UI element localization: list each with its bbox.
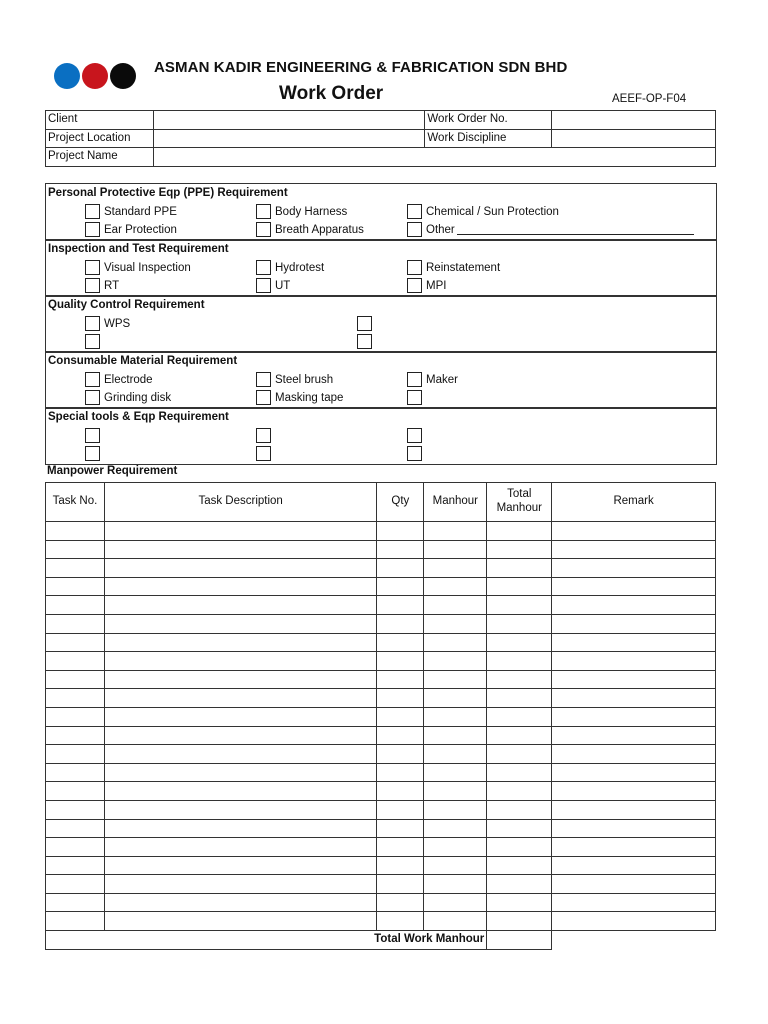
checkbox-tools-blank-5[interactable] bbox=[256, 446, 275, 461]
inspection-section bbox=[45, 239, 717, 297]
project-name-label: Project Name bbox=[46, 148, 154, 167]
task-no-cell[interactable] bbox=[46, 838, 105, 857]
qty-cell[interactable] bbox=[377, 893, 424, 912]
checkbox-ear-protection[interactable] bbox=[85, 222, 177, 237]
checkbox-masking-tape[interactable] bbox=[256, 390, 343, 405]
checkbox-tools-blank-4[interactable] bbox=[85, 446, 104, 461]
task-description-cell[interactable] bbox=[104, 559, 376, 578]
checkbox-icon[interactable] bbox=[85, 372, 100, 387]
table-row bbox=[46, 670, 716, 689]
checkbox-label: Standard PPE bbox=[104, 205, 177, 218]
table-row bbox=[46, 838, 716, 857]
total-manhour-cell[interactable] bbox=[487, 763, 552, 782]
checkbox-icon[interactable] bbox=[85, 446, 100, 461]
qty-cell[interactable] bbox=[377, 782, 424, 801]
special-tools-section-title: Special tools & Eqp Requirement bbox=[48, 411, 229, 423]
total-row-spacer bbox=[552, 931, 716, 950]
form-title: Work Order bbox=[279, 83, 384, 104]
consumable-section-title: Consumable Material Requirement bbox=[48, 355, 238, 367]
checkbox-icon[interactable] bbox=[407, 372, 422, 387]
checkbox-icon[interactable] bbox=[85, 428, 100, 443]
inspection-section-title: Inspection and Test Requirement bbox=[48, 243, 229, 255]
checkbox-electrode[interactable] bbox=[85, 372, 153, 387]
task-description-cell[interactable] bbox=[104, 912, 376, 931]
column-header-manhour: Manhour bbox=[424, 483, 487, 522]
table-row bbox=[46, 763, 716, 782]
remark-cell[interactable] bbox=[552, 689, 716, 708]
task-no-cell[interactable] bbox=[46, 800, 105, 819]
checkbox-icon[interactable] bbox=[407, 278, 422, 293]
task-description-cell[interactable] bbox=[104, 577, 376, 596]
checkbox-tools-blank-6[interactable] bbox=[407, 446, 426, 461]
task-no-cell[interactable] bbox=[46, 670, 105, 689]
checkbox-label: Other bbox=[426, 223, 455, 236]
remark-cell[interactable] bbox=[552, 726, 716, 745]
total-row bbox=[46, 931, 716, 950]
remark-cell[interactable] bbox=[552, 745, 716, 764]
manhour-cell[interactable] bbox=[424, 726, 487, 745]
table-row bbox=[46, 577, 716, 596]
total-manhour-cell[interactable] bbox=[487, 726, 552, 745]
checkbox-label: UT bbox=[275, 279, 291, 292]
ppe-section-title: Personal Protective Eqp (PPE) Requirement bbox=[48, 187, 288, 199]
manpower-table-body bbox=[46, 522, 716, 931]
remark-cell[interactable] bbox=[552, 782, 716, 801]
total-manhour-cell[interactable] bbox=[487, 614, 552, 633]
task-description-cell[interactable] bbox=[104, 875, 376, 894]
remark-cell[interactable] bbox=[552, 875, 716, 894]
task-no-cell[interactable] bbox=[46, 559, 105, 578]
remark-cell[interactable] bbox=[552, 838, 716, 857]
checkbox-icon[interactable] bbox=[85, 316, 100, 331]
task-no-cell[interactable] bbox=[46, 819, 105, 838]
work-order-no-label: Work Order No. bbox=[425, 111, 552, 130]
checkbox-icon[interactable] bbox=[256, 278, 271, 293]
task-description-cell[interactable] bbox=[104, 726, 376, 745]
table-row bbox=[46, 596, 716, 615]
table-row bbox=[46, 522, 716, 541]
quality-control-section bbox=[45, 295, 717, 353]
checkbox-icon[interactable] bbox=[256, 390, 271, 405]
qty-cell[interactable] bbox=[377, 912, 424, 931]
total-work-manhour-field[interactable] bbox=[487, 931, 552, 950]
table-row bbox=[46, 689, 716, 708]
remark-cell[interactable] bbox=[552, 540, 716, 559]
table-row bbox=[46, 856, 716, 875]
checkbox-icon[interactable] bbox=[85, 334, 100, 349]
checkbox-icon[interactable] bbox=[357, 334, 372, 349]
checkbox-tools-blank-3[interactable] bbox=[407, 428, 426, 443]
total-manhour-cell[interactable] bbox=[487, 782, 552, 801]
remark-cell[interactable] bbox=[552, 522, 716, 541]
client-label: Client bbox=[46, 111, 154, 130]
task-description-cell[interactable] bbox=[104, 707, 376, 726]
task-description-cell[interactable] bbox=[104, 540, 376, 559]
qty-cell[interactable] bbox=[377, 763, 424, 782]
checkbox-icon[interactable] bbox=[407, 446, 422, 461]
checkbox-icon[interactable] bbox=[256, 222, 271, 237]
remark-cell[interactable] bbox=[552, 893, 716, 912]
column-header-qty: Qty bbox=[377, 483, 424, 522]
task-no-cell[interactable] bbox=[46, 540, 105, 559]
remark-cell[interactable] bbox=[552, 652, 716, 671]
checkbox-standard-ppe[interactable] bbox=[85, 204, 177, 219]
project-location-label: Project Location bbox=[46, 129, 154, 148]
table-row bbox=[46, 912, 716, 931]
checkbox-label: Reinstatement bbox=[426, 261, 501, 274]
table-row bbox=[46, 782, 716, 801]
remark-cell[interactable] bbox=[552, 614, 716, 633]
total-manhour-cell[interactable] bbox=[487, 596, 552, 615]
logo-black-circle bbox=[110, 63, 136, 89]
manhour-cell[interactable] bbox=[424, 540, 487, 559]
checkbox-icon[interactable] bbox=[407, 222, 422, 237]
task-description-cell[interactable] bbox=[104, 782, 376, 801]
total-work-manhour-label: Total Work Manhour bbox=[46, 931, 487, 950]
manpower-table bbox=[45, 482, 716, 950]
remark-cell[interactable] bbox=[552, 800, 716, 819]
task-description-cell[interactable] bbox=[104, 745, 376, 764]
table-row bbox=[46, 614, 716, 633]
manhour-cell[interactable] bbox=[424, 819, 487, 838]
manhour-cell[interactable] bbox=[424, 559, 487, 578]
qty-cell[interactable] bbox=[377, 838, 424, 857]
checkbox-icon[interactable] bbox=[256, 446, 271, 461]
manhour-cell[interactable] bbox=[424, 782, 487, 801]
qty-cell[interactable] bbox=[377, 726, 424, 745]
checkbox-label: Electrode bbox=[104, 373, 153, 386]
document-code: AEEF-OP-F04 bbox=[612, 93, 687, 105]
table-row bbox=[46, 652, 716, 671]
column-header-remark: Remark bbox=[552, 483, 716, 522]
qty-cell[interactable] bbox=[377, 559, 424, 578]
checkbox-label: MPI bbox=[426, 279, 447, 292]
checkbox-icon[interactable] bbox=[407, 204, 422, 219]
table-row bbox=[46, 800, 716, 819]
checkbox-qc-blank-3[interactable] bbox=[357, 334, 376, 349]
checkbox-icon[interactable] bbox=[85, 204, 100, 219]
checkbox-icon[interactable] bbox=[357, 316, 372, 331]
checkbox-mpi[interactable] bbox=[407, 278, 446, 293]
checkbox-icon[interactable] bbox=[407, 260, 422, 275]
checkbox-label: Body Harness bbox=[275, 205, 348, 218]
checkbox-icon[interactable] bbox=[85, 222, 100, 237]
task-description-cell[interactable] bbox=[104, 763, 376, 782]
manhour-cell[interactable] bbox=[424, 838, 487, 857]
manhour-cell[interactable] bbox=[424, 707, 487, 726]
total-manhour-cell[interactable] bbox=[487, 707, 552, 726]
task-no-cell[interactable] bbox=[46, 875, 105, 894]
manhour-cell[interactable] bbox=[424, 875, 487, 894]
total-manhour-cell[interactable] bbox=[487, 633, 552, 652]
checkbox-label: Maker bbox=[426, 373, 458, 386]
task-no-cell[interactable] bbox=[46, 893, 105, 912]
quality-control-section-title: Quality Control Requirement bbox=[48, 299, 205, 311]
table-row bbox=[46, 745, 716, 764]
remark-cell[interactable] bbox=[552, 819, 716, 838]
total-manhour-cell[interactable] bbox=[487, 800, 552, 819]
qty-cell[interactable] bbox=[377, 540, 424, 559]
work-order-info-table bbox=[45, 110, 716, 167]
manhour-cell[interactable] bbox=[424, 745, 487, 764]
task-description-cell[interactable] bbox=[104, 689, 376, 708]
task-no-cell[interactable] bbox=[46, 614, 105, 633]
checkbox-icon[interactable] bbox=[407, 390, 422, 405]
checkbox-tools-blank-1[interactable] bbox=[85, 428, 104, 443]
total-manhour-cell[interactable] bbox=[487, 577, 552, 596]
checkbox-label: Ear Protection bbox=[104, 223, 177, 236]
checkbox-icon[interactable] bbox=[256, 260, 271, 275]
company-name: ASMAN KADIR ENGINEERING & FABRICATION SDN BHD bbox=[154, 59, 568, 76]
total-manhour-cell[interactable] bbox=[487, 670, 552, 689]
table-row bbox=[46, 893, 716, 912]
task-description-cell[interactable] bbox=[104, 596, 376, 615]
total-manhour-cell[interactable] bbox=[487, 745, 552, 764]
remark-cell[interactable] bbox=[552, 856, 716, 875]
task-no-cell[interactable] bbox=[46, 912, 105, 931]
task-no-cell[interactable] bbox=[46, 522, 105, 541]
qty-cell[interactable] bbox=[377, 670, 424, 689]
qty-cell[interactable] bbox=[377, 819, 424, 838]
checkbox-qc-blank-2[interactable] bbox=[85, 334, 104, 349]
checkbox-rt[interactable] bbox=[85, 278, 119, 293]
qty-cell[interactable] bbox=[377, 577, 424, 596]
table-row bbox=[46, 819, 716, 838]
column-header-total-manhour bbox=[487, 483, 552, 522]
table-row bbox=[46, 875, 716, 894]
qty-cell[interactable] bbox=[377, 689, 424, 708]
task-no-cell[interactable] bbox=[46, 689, 105, 708]
total-manhour-header-text: Total Manhour bbox=[496, 488, 542, 514]
task-no-cell[interactable] bbox=[46, 726, 105, 745]
project-name-field[interactable] bbox=[153, 148, 715, 167]
manhour-cell[interactable] bbox=[424, 689, 487, 708]
checkbox-qc-blank-1[interactable] bbox=[357, 316, 376, 331]
consumable-section bbox=[45, 351, 717, 409]
total-manhour-cell[interactable] bbox=[487, 540, 552, 559]
table-row bbox=[46, 707, 716, 726]
qty-cell[interactable] bbox=[377, 745, 424, 764]
manhour-cell[interactable] bbox=[424, 800, 487, 819]
total-manhour-cell[interactable] bbox=[487, 838, 552, 857]
task-description-cell[interactable] bbox=[104, 838, 376, 857]
table-row bbox=[46, 540, 716, 559]
checkbox-ut[interactable] bbox=[256, 278, 290, 293]
remark-cell[interactable] bbox=[552, 577, 716, 596]
other-specify-line[interactable] bbox=[457, 224, 694, 235]
checkbox-icon[interactable] bbox=[256, 428, 271, 443]
work-discipline-field[interactable] bbox=[552, 129, 716, 148]
remark-cell[interactable] bbox=[552, 763, 716, 782]
table-row bbox=[46, 726, 716, 745]
qty-cell[interactable] bbox=[377, 800, 424, 819]
remark-cell[interactable] bbox=[552, 633, 716, 652]
task-description-cell[interactable] bbox=[104, 614, 376, 633]
task-description-cell[interactable] bbox=[104, 522, 376, 541]
manhour-cell[interactable] bbox=[424, 633, 487, 652]
task-no-cell[interactable] bbox=[46, 577, 105, 596]
total-manhour-cell[interactable] bbox=[487, 912, 552, 931]
total-manhour-cell[interactable] bbox=[487, 559, 552, 578]
qty-cell[interactable] bbox=[377, 614, 424, 633]
checkbox-icon[interactable] bbox=[85, 260, 100, 275]
qty-cell[interactable] bbox=[377, 522, 424, 541]
remark-cell[interactable] bbox=[552, 707, 716, 726]
qty-cell[interactable] bbox=[377, 707, 424, 726]
qty-cell[interactable] bbox=[377, 875, 424, 894]
manhour-cell[interactable] bbox=[424, 856, 487, 875]
qty-cell[interactable] bbox=[377, 596, 424, 615]
special-tools-section bbox=[45, 407, 717, 465]
manhour-cell[interactable] bbox=[424, 596, 487, 615]
remark-cell[interactable] bbox=[552, 670, 716, 689]
manhour-cell[interactable] bbox=[424, 577, 487, 596]
checkbox-icon[interactable] bbox=[85, 278, 100, 293]
logo-blue-circle bbox=[54, 63, 80, 89]
task-description-cell[interactable] bbox=[104, 893, 376, 912]
total-manhour-cell[interactable] bbox=[487, 856, 552, 875]
table-row bbox=[46, 633, 716, 652]
logo-red-circle bbox=[82, 63, 108, 89]
checkbox-label: RT bbox=[104, 279, 120, 292]
task-description-cell[interactable] bbox=[104, 856, 376, 875]
qty-cell[interactable] bbox=[377, 633, 424, 652]
work-discipline-label: Work Discipline bbox=[425, 129, 552, 148]
project-location-field[interactable] bbox=[153, 129, 425, 148]
checkbox-other[interactable] bbox=[407, 222, 694, 237]
remark-cell[interactable] bbox=[552, 912, 716, 931]
total-manhour-cell[interactable] bbox=[487, 893, 552, 912]
task-no-cell[interactable] bbox=[46, 633, 105, 652]
task-description-cell[interactable] bbox=[104, 652, 376, 671]
checkbox-label: Hydrotest bbox=[275, 261, 325, 274]
checkbox-maker[interactable] bbox=[407, 372, 458, 387]
checkbox-label: Visual Inspection bbox=[104, 261, 191, 274]
checkbox-wps[interactable] bbox=[85, 316, 130, 331]
checkbox-consumable-blank[interactable] bbox=[407, 390, 426, 405]
manhour-cell[interactable] bbox=[424, 614, 487, 633]
task-description-cell[interactable] bbox=[104, 633, 376, 652]
checkbox-label: Grinding disk bbox=[104, 391, 172, 404]
remark-cell[interactable] bbox=[552, 596, 716, 615]
column-header-task-description: Task Description bbox=[104, 483, 376, 522]
task-no-cell[interactable] bbox=[46, 763, 105, 782]
checkbox-body-harness[interactable] bbox=[256, 204, 347, 219]
checkbox-chemical-sun-protection[interactable] bbox=[407, 204, 559, 219]
manhour-cell[interactable] bbox=[424, 893, 487, 912]
remark-cell[interactable] bbox=[552, 559, 716, 578]
manhour-cell[interactable] bbox=[424, 763, 487, 782]
checkbox-icon[interactable] bbox=[256, 372, 271, 387]
task-no-cell[interactable] bbox=[46, 652, 105, 671]
manpower-section-title: Manpower Requirement bbox=[47, 465, 178, 477]
ppe-section bbox=[45, 183, 717, 241]
checkbox-label: Steel brush bbox=[275, 373, 334, 386]
checkbox-tools-blank-2[interactable] bbox=[256, 428, 275, 443]
column-header-task-no: Task No. bbox=[46, 483, 105, 522]
checkbox-reinstatement[interactable] bbox=[407, 260, 500, 275]
checkbox-breath-apparatus[interactable] bbox=[256, 222, 364, 237]
task-description-cell[interactable] bbox=[104, 800, 376, 819]
checkbox-label: Masking tape bbox=[275, 391, 344, 404]
total-manhour-cell[interactable] bbox=[487, 522, 552, 541]
manhour-cell[interactable] bbox=[424, 652, 487, 671]
checkbox-steel-brush[interactable] bbox=[256, 372, 333, 387]
checkbox-visual-inspection[interactable] bbox=[85, 260, 191, 275]
work-order-no-field[interactable] bbox=[552, 111, 716, 130]
manhour-cell[interactable] bbox=[424, 522, 487, 541]
task-no-cell[interactable] bbox=[46, 596, 105, 615]
checkbox-icon[interactable] bbox=[256, 204, 271, 219]
task-description-cell[interactable] bbox=[104, 670, 376, 689]
table-row bbox=[46, 559, 716, 578]
task-description-cell[interactable] bbox=[104, 819, 376, 838]
checkbox-icon[interactable] bbox=[85, 390, 100, 405]
manhour-cell[interactable] bbox=[424, 670, 487, 689]
task-no-cell[interactable] bbox=[46, 856, 105, 875]
total-manhour-cell[interactable] bbox=[487, 875, 552, 894]
total-manhour-cell[interactable] bbox=[487, 819, 552, 838]
checkbox-hydrotest[interactable] bbox=[256, 260, 324, 275]
qty-cell[interactable] bbox=[377, 856, 424, 875]
total-manhour-cell[interactable] bbox=[487, 689, 552, 708]
total-manhour-cell[interactable] bbox=[487, 652, 552, 671]
checkbox-grinding-disk[interactable] bbox=[85, 390, 171, 405]
task-no-cell[interactable] bbox=[46, 707, 105, 726]
task-no-cell[interactable] bbox=[46, 745, 105, 764]
checkbox-label: WPS bbox=[104, 317, 131, 330]
client-field[interactable] bbox=[153, 111, 425, 130]
checkbox-icon[interactable] bbox=[407, 428, 422, 443]
task-no-cell[interactable] bbox=[46, 782, 105, 801]
manhour-cell[interactable] bbox=[424, 912, 487, 931]
checkbox-label: Breath Apparatus bbox=[275, 223, 364, 236]
qty-cell[interactable] bbox=[377, 652, 424, 671]
checkbox-label: Chemical / Sun Protection bbox=[426, 205, 559, 218]
